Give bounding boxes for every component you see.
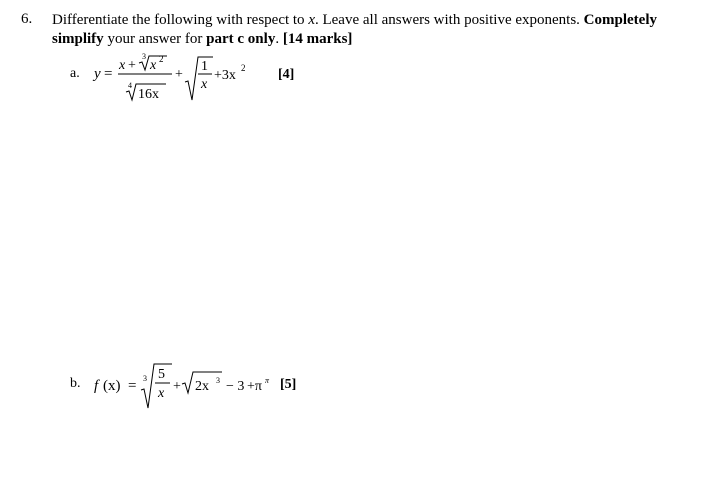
part-b-exp-3: 3: [216, 376, 220, 385]
part-a-equals: =: [104, 66, 113, 82]
instruction-bold-1: Completely simplify: [52, 12, 657, 47]
part-a-num-exp: 2: [159, 54, 164, 64]
part-a-second-radical: [185, 57, 213, 100]
part-b-frac-den: x: [158, 386, 165, 401]
part-b-label: b.: [70, 376, 81, 391]
part-b-plus: +: [173, 379, 181, 394]
part-b-minus-3: − 3: [226, 379, 245, 394]
part-a-marks: [4]: [278, 67, 295, 82]
instruction-text-4: .: [275, 31, 283, 47]
part-a-expression: [92, 48, 272, 104]
part-b-expression: [92, 356, 282, 412]
part-b-lhs-arg: (x): [103, 378, 121, 394]
part-a-num-plus: +: [128, 58, 136, 73]
instruction-text-1: Differentiate the following with respect to: [52, 12, 309, 28]
instruction-variable: x: [308, 12, 315, 28]
part-a-den-index: 4: [128, 81, 132, 90]
instruction-text-3: your answer for: [103, 31, 207, 47]
part-a-num-x2: x: [150, 58, 157, 73]
part-b-cube-radical: [141, 364, 172, 408]
question-number: 6.: [21, 11, 33, 27]
instruction-text-2: . Leave all answers with positive exponents.: [314, 12, 584, 28]
part-a-inner-1: 1: [201, 59, 208, 74]
part-a-inner-x: x: [201, 77, 208, 92]
part-a-den-16x: 16x: [138, 87, 159, 102]
part-a-root-index: 3: [142, 52, 146, 61]
part-b-plus-pi: +π: [247, 379, 262, 394]
instruction-bold-2: part c only: [206, 31, 276, 47]
part-a-num-x: x: [119, 58, 126, 73]
part-b-marks: [5]: [280, 377, 297, 392]
part-b-frac-num: 5: [158, 367, 165, 382]
part-a-label: a.: [70, 66, 80, 81]
part-b-root-index: 3: [143, 374, 147, 383]
part-b-lhs: f: [94, 378, 99, 394]
part-b-equals: =: [128, 378, 137, 394]
question-instructions: [52, 11, 712, 49]
part-a-term-3x: +3x: [214, 68, 236, 83]
part-a-term-exp: 2: [241, 63, 246, 73]
part-b-radicand: 2x: [195, 379, 209, 394]
part-a-plus-2: +: [175, 67, 183, 82]
part-b-exp-pi: π: [265, 376, 270, 385]
part-a-lhs: y: [94, 66, 101, 82]
total-marks: [14 marks]: [282, 31, 353, 47]
